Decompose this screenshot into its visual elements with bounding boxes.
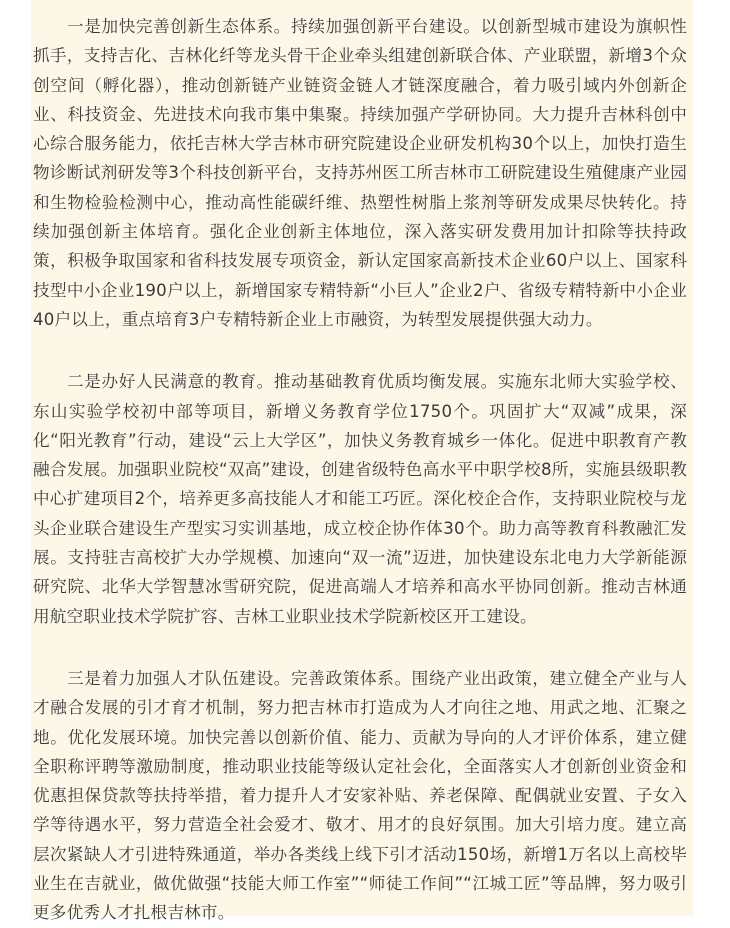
- paragraph-education: 二是办好人民满意的教育。推动基础教育优质均衡发展。实施东北师大实验学校、东山实验学校初中部等项目，新增义务教育学位1750个。巩固扩大“双减”成果，深化“阳光教育”行动，建设“云上大学区”，加快义务教育城乡一体化。促进中职教育产教融合发展。加强职业院校“双高”建设，创建省级特色高水平中职学校8所，实施县级职教中心扩建项目2个，培养更多高技能人才和能工巧匠。深化校企合作，支持职业院校与龙头企业联合建设生产型实习实训基地，成立校企协作体30个。助力高等教育科教融汇发展。支持驻吉高校扩大办学规模、加速向“双一流”迈进，加快建设东北电力大学新能源研究院、北华大学智慧冰雪研究院，促进高端人才培养和高水平协同创新。推动吉林通用航空职业技术学院扩容、吉林工业职业技术学院新校区开工建设。: [33, 372, 687, 626]
- paragraph-innovation: 一是加快完善创新生态体系。持续加强创新平台建设。以创新型城市建设为旗帜性抓手，支持吉化、吉林化纤等龙头骨干企业牵头组建创新联合体、产业联盟，新增3个众创空间（孵化器），推动创新链产业链资金链人才链深度融合，着力吸引域内外创新企业、科技资金、先进技术向我市集中集聚。持续加强产学研协同。大力提升吉林科创中心综合服务能力，依托吉林大学吉林市研究院建设企业研发机构30个以上，加快打造生物诊断试剂研发等3个科技创新平台，支持苏州医工所吉林市工研院建设生殖健康产业园和生物检验检测中心，推动高性能碳纤维、热塑性树脂上浆剂等研发成果尽快转化。持续加强创新主体培育。强化企业创新主体地位，深入落实研发费用加计扣除等扶持政策，积极争取国家和省科技发展专项资金，新认定国家高新技术企业60户以上、国家科技型中小企业190户以上，新增国家专精特新“小巨人”企业2户、省级专精特新中小企业40户以上，重点培育3户专精特新企业上市融资，为转型发展提供强大动力。: [33, 17, 687, 329]
- paragraph-talent: 三是着力加强人才队伍建设。完善政策体系。围绕产业出政策，建立健全产业与人才融合发展的引才育才机制，努力把吉林市打造成为人才向往之地、用武之地、汇聚之地。优化发展环境。加快完善以创新价值、能力、贡献为导向的人才评价体系，建立健全职称评聘等激励制度，推动职业技能等级认定社会化，全面落实人才创新创业资金和优惠担保贷款等扶持举措，着力提升人才安家补贴、养老保障、配偶就业安置、子女入学等待遇水平，努力营造全社会爱才、敬才、用才的良好氛围。加大引培力度。建立高层次紧缺人才引进特殊通道，举办各类线上线下引才活动150场，新增1万名以上高校毕业生在吉就业，做优做强“技能大师工作室”“师徒工作间”“江城工匠”等品牌，努力吸引更多优秀人才扎根吉林市。: [33, 668, 687, 923]
- article-body: [31, 0, 693, 923]
